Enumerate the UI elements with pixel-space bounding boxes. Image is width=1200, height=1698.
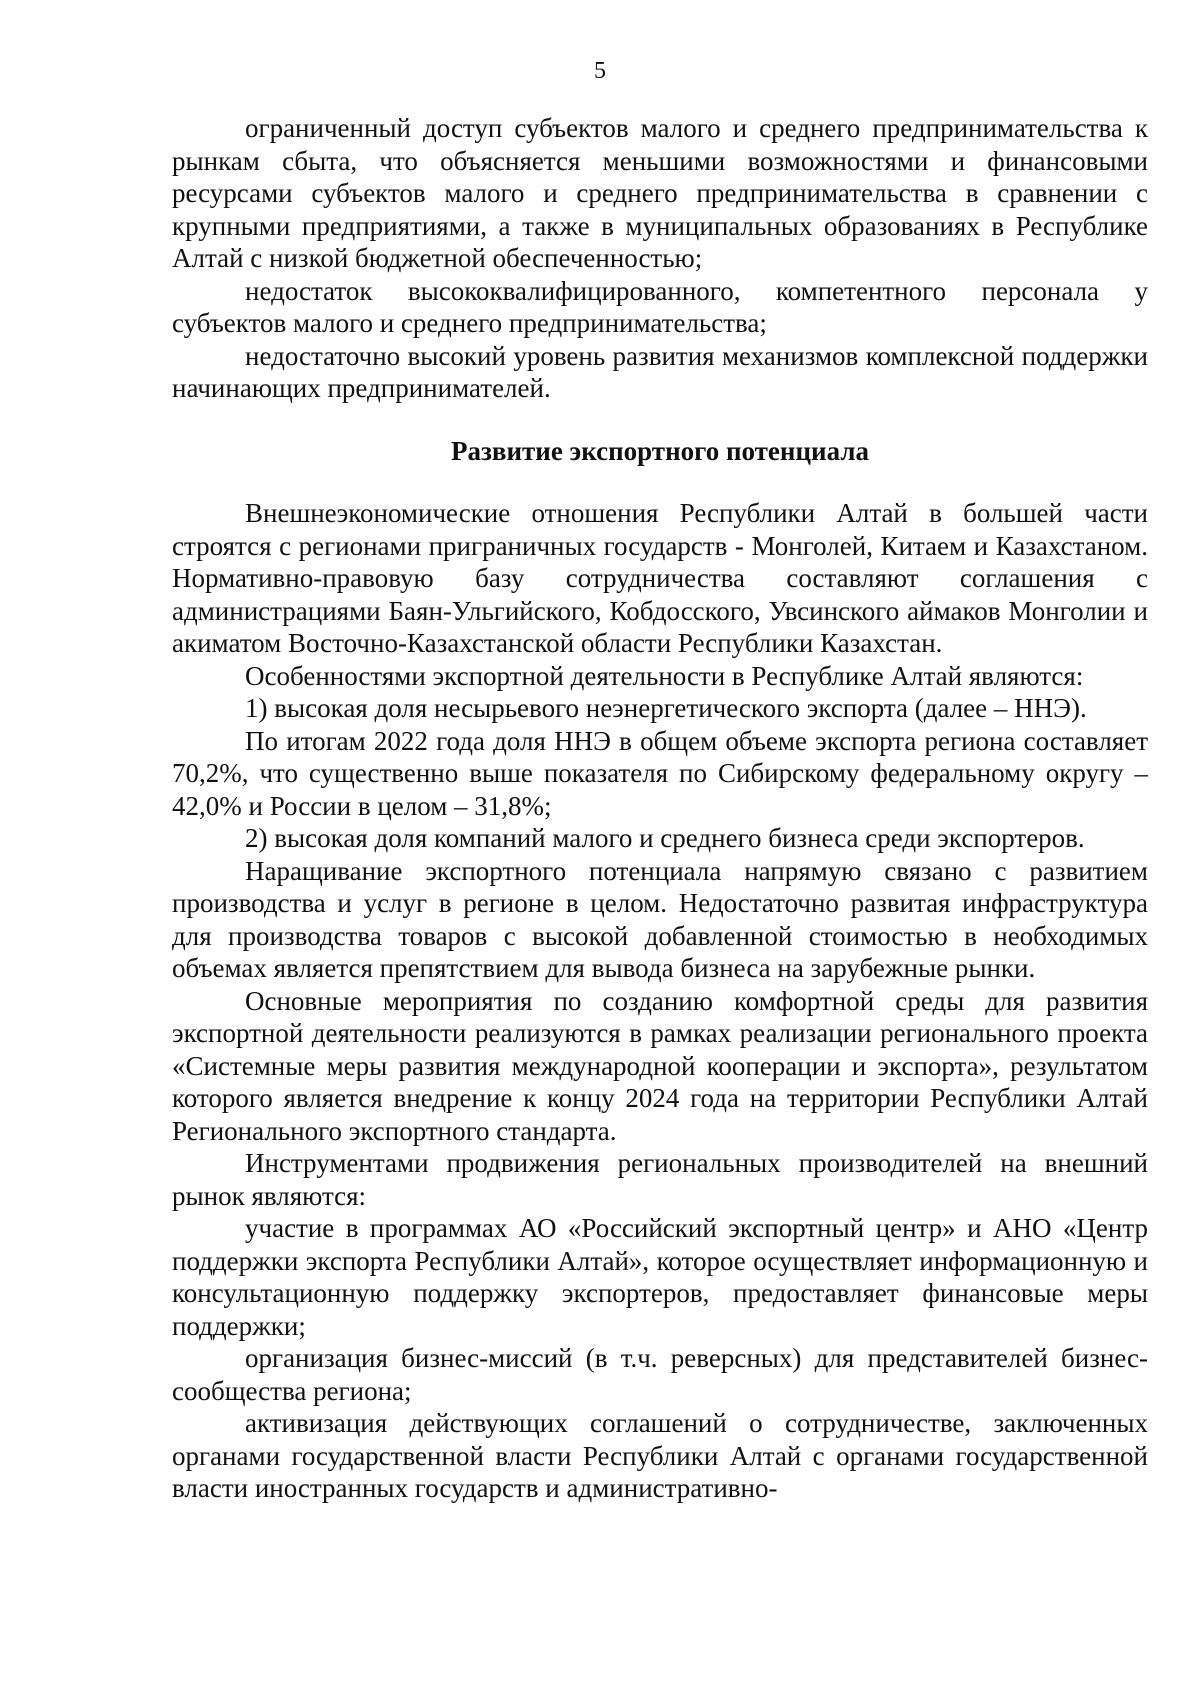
list-item-cooperation-agreements: активизация действующих соглашений о сотрудничестве, заключенных органами государственной власти Республики Алтай с органами государственной власти иностранных государств и административно-: [172, 1408, 1148, 1503]
list-item-sme-share: 2) высокая доля компаний малого и среднего бизнеса среди экспортеров.: [245, 823, 1085, 853]
section-heading: Развитие экспортного потенциала: [451, 435, 869, 466]
list-item-nne-share: 1) высокая доля несырьевого неэнергетического экспорта (далее – ННЭ).: [245, 693, 1087, 723]
page-number: 5: [594, 58, 606, 84]
paragraph-regional-project: Основные мероприятия по созданию комфортной среды для развития экспортной деятельности реализуются в рамках реализации регионального проекта «Системные меры развития международной кооперации и экспорта», результатом которого является внедрение к концу 2024 года на территории Республики Алтай Регионального экспортного стандарта.: [172, 985, 1148, 1146]
paragraph-export-potential: Наращивание экспортного потенциала напрямую связано с развитием производства и услуг в регионе в целом. Недостаточно развитая инфраструктура для производства товаров с высокой добавленной стоимостью в необходимых объемах является препятствием для вывода бизнеса на зарубежные рынки.: [172, 855, 1148, 983]
document-body: [172, 112, 1148, 1505]
section-spacer: [172, 483, 1148, 497]
paragraph-staff-shortage: недостаток высококвалифицированного, компетентного персонала у субъектов малого и среднего предпринимательства;: [172, 275, 1148, 338]
paragraph-promotion-tools-intro: Инструментами продвижения региональных производителей на внешний рынок являются:: [172, 1148, 1148, 1211]
paragraph-export-features-intro: Особенностями экспортной деятельности в Республике Алтай являются:: [245, 660, 1084, 691]
paragraph-2022-results: По итогам 2022 года доля ННЭ в общем объеме экспорта региона составляет 70,2%, что существенно выше показателя по Сибирскому федеральному округу – 42,0% и России в целом – 31,8%;: [172, 725, 1148, 821]
paragraph-foreign-relations: Внешнеэкономические отношения Республики Алтай в большей части строятся с регионами приграничных государств - Монголей, Китаем и Казахстаном. Нормативно-правовую базу сотрудничества составляют соглашения с администрациями Баян-Ульгийского, Кобдосского, Увсинского аймаков Монголии и акиматом Восточно-Казахстанской области Республики Казахстан.: [172, 498, 1148, 658]
paragraph-support-mechanisms: недостаточно высокий уровень развития механизмов комплексной поддержки начинающих предпринимателей.: [172, 340, 1148, 403]
paragraph-limited-market-access: ограниченный доступ субъектов малого и среднего предпринимательства к рынкам сбыта, что объясняется меньшими возможностями и финансовыми ресурсами субъектов малого и среднего предпринимательства в сравнении с крупными предприятиями, а также в муниципальных образованиях в Республике Алтай с низкой бюджетной обеспеченностью;: [172, 113, 1148, 273]
list-item-business-missions: организация бизнес-миссий (в т.ч. реверсных) для представителей бизнес-сообщества региона;: [172, 1343, 1148, 1406]
section-spacer: [172, 405, 1148, 419]
list-item-export-center: участие в программах АО «Российский экспортный центр» и АНО «Центр поддержки экспорта Республики Алтай», которое осуществляет информационную и консультационную поддержку экспортеров, предоставляет финансовые меры поддержки;: [172, 1213, 1148, 1341]
